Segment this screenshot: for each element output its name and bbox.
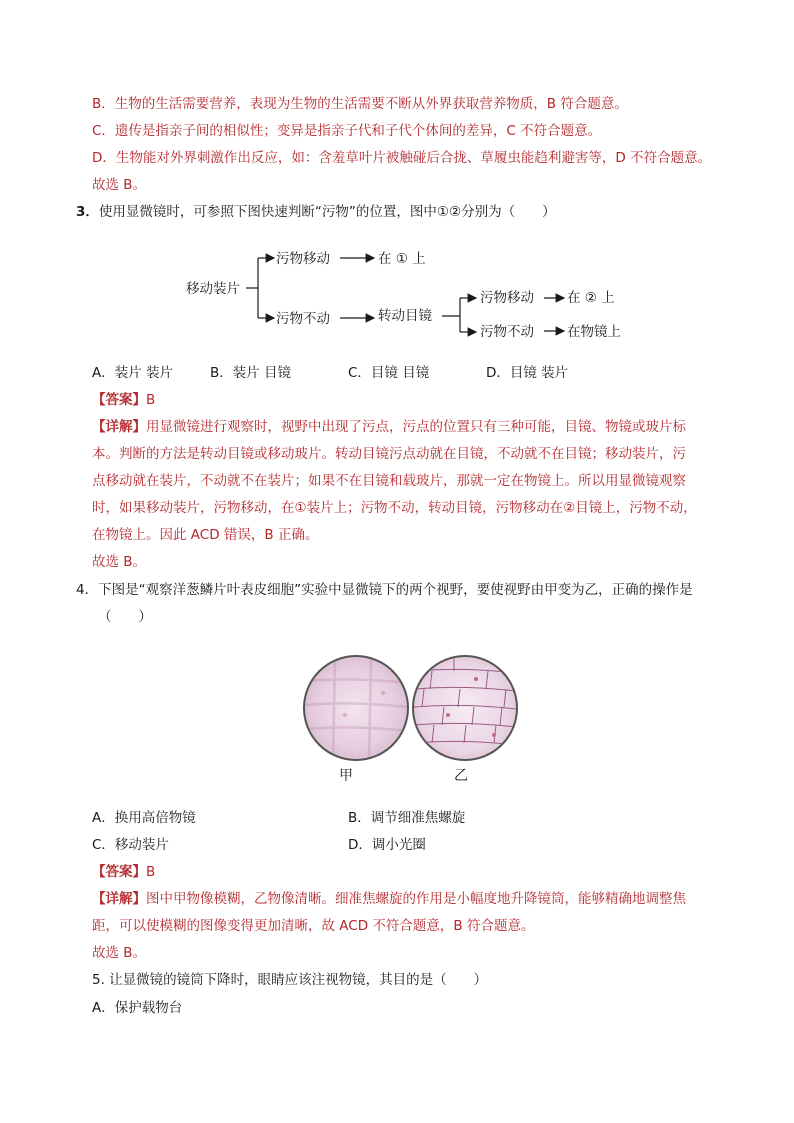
detail-text: 图中甲物像模糊，乙物像清晰。细准焦螺旋的作用是小幅度地升降镜筒，能够精确地调整焦 [146,891,686,907]
question-3-answer [92,390,155,410]
microscope-field-yi [412,655,518,761]
flow-result2b-label: 在物镜上 [567,324,621,340]
microscope-field-jia [303,655,409,761]
prev-answer-line-b: B．生物的生活需要营养，表现为生物的生活需要不断从外界获取营养物质，B 符合题意。 [92,96,628,112]
detail-tag: 【详解】 [92,891,146,907]
question-4-option-a[interactable]: A．换用高倍物镜 [92,810,196,826]
flow-start-label: 移动装片 [186,281,240,297]
question-3-detail-line-2: 本。判断的方法是转动目镜或移动玻片。转动目镜污点动就在目镜，不动就不在目镜；移动装片，污 [92,446,686,462]
question-3-detail-line-5: 在物镜上。因此 ACD 错误，B 正确。 [92,527,319,543]
detail-tag: 【详解】 [92,419,146,435]
flow-branch2-label: 污物不动 [276,311,330,327]
answer-tag: 【答案】 [92,864,146,880]
question-3-option-a[interactable]: A．装片 装片 [92,365,174,381]
dirt-location-flowchart [180,240,650,340]
question-3-number: 3． [76,204,99,220]
question-3-option-c[interactable]: C．目镜 目镜 [348,365,430,381]
question-4-stem [76,580,693,600]
question-4-stem-paren: （ ） [98,609,152,625]
prev-answer-line-c: C．遗传是指亲子间的相似性；变异是指亲子代和子代个体间的差异，C 不符合题意。 [92,123,602,139]
caption-yi: 乙 [454,768,468,784]
flow-branch1-label: 污物移动 [276,251,330,267]
prev-answer-conclusion: 故选 B。 [92,177,147,193]
flow-result2a-label: 在 ② 上 [567,290,615,306]
question-3-conclusion: 故选 B。 [92,554,147,570]
question-3-option-b[interactable]: B．装片 目镜 [210,365,292,381]
question-5-stem: 5. 让显微镜的镜筒下降时，眼睛应该注视物镜，其目的是（ ） [92,972,488,988]
flow-step2-label: 转动目镜 [378,308,432,324]
caption-jia: 甲 [339,768,353,784]
prev-answer-line-d: D．生物能对外界刺激作出反应，如：含羞草叶片被触碰后合拢、草履虫能趋利避害等，D 不符合题意。 [92,150,712,166]
flow-result1-label: 在 ① 上 [378,251,426,267]
clear-cells-image [414,657,516,759]
question-3-stem [76,202,556,222]
blurry-cells-image [305,657,407,759]
question-4-option-b[interactable]: B．调节细准焦螺旋 [348,810,466,826]
question-4-answer [92,862,155,882]
question-4-number: 4． [76,582,99,598]
question-4-detail-line-2: 距，可以使模糊的图像变得更加清晰，故 ACD 不符合题意，B 符合题意。 [92,918,535,934]
question-4-option-d[interactable]: D．调小光圈 [348,837,426,853]
question-3-detail-line-4: 时，如果移动装片，污物移动，在①装片上；污物不动，转动目镜，污物移动在②目镜上，污物不动， [92,500,697,516]
question-3-detail-line-1 [92,417,686,437]
answer-value: B [146,864,156,880]
question-4-conclusion: 故选 B。 [92,945,147,961]
flow-branch2b-label: 污物不动 [480,324,534,340]
question-5-option-a[interactable]: A．保护载物台 [92,1000,183,1016]
question-4-detail-line-1 [92,889,686,909]
question-4-text: 下图是“观察洋葱鳞片叶表皮细胞”实验中显微镜下的两个视野，要使视野由甲变为乙，正确的操作是 [98,582,693,598]
flow-branch2a-label: 污物移动 [480,290,534,306]
detail-text: 用显微镜进行观察时，视野中出现了污点，污点的位置只有三种可能，目镜、物镜或玻片标 [146,419,686,435]
question-4-option-c[interactable]: C．移动装片 [92,837,169,853]
question-3-detail-line-3: 点移动就在装片，不动就不在装片；如果不在目镜和载玻片，那就一定在物镜上。所以用显微镜观察 [92,473,686,489]
question-3-option-d[interactable]: D．目镜 装片 [486,365,569,381]
answer-value: B [146,392,156,408]
answer-tag: 【答案】 [92,392,146,408]
question-3-text: 使用显微镜时，可参照下图快速判断“污物”的位置，图中①②分别为（ ） [98,204,556,220]
